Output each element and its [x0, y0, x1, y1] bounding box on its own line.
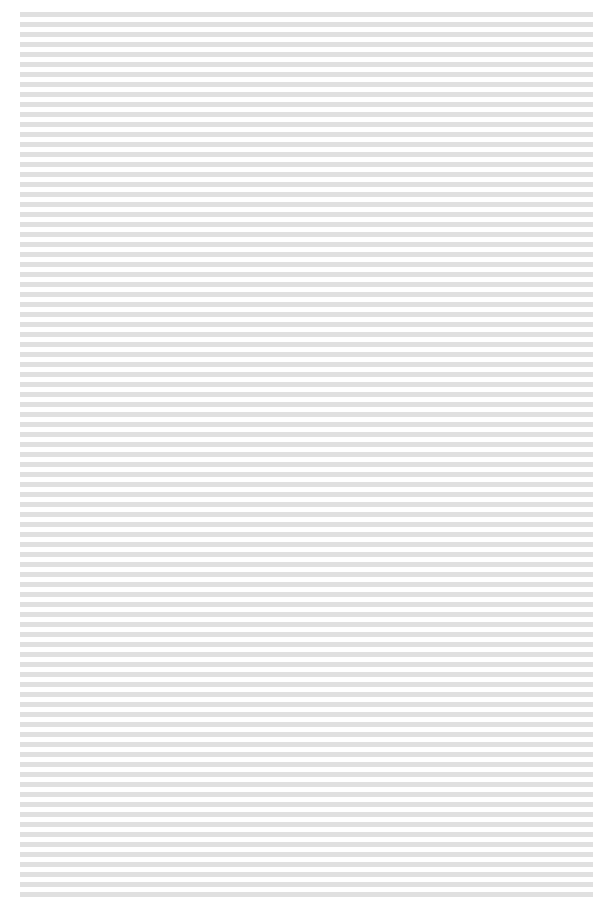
body-text-placeholder	[20, 12, 593, 897]
